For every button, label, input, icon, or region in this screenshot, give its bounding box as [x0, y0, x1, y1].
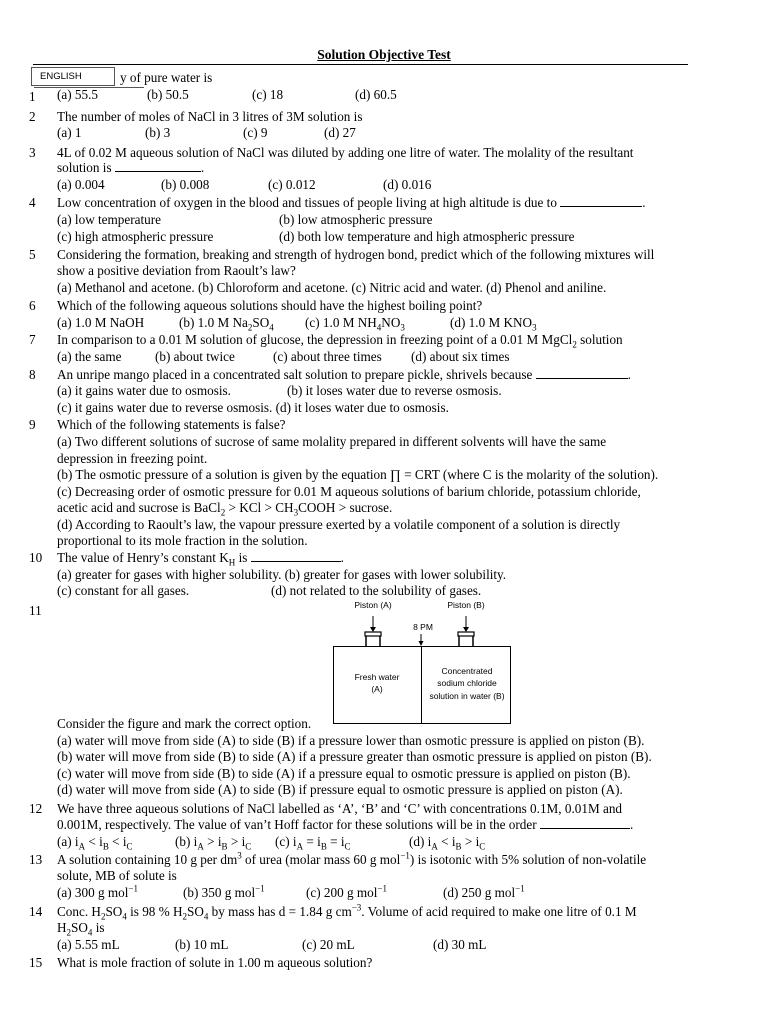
- option-b: (b) The osmotic pressure of a solution is given by the equation ∏ = CRT (where C is the molarity of the solution).: [57, 467, 659, 482]
- question-text: The number of moles of NaCl in 3 litres of 3M solution is: [57, 109, 363, 124]
- option-d: (d) $i_A < i_B > i_C$: [409, 834, 486, 852]
- piston-b-arrowhead: [463, 627, 469, 632]
- question-number: 1: [29, 89, 36, 104]
- option-c: (c) high atmospheric pressure: [57, 229, 214, 244]
- question-text-span: Conc. H: [57, 904, 101, 919]
- question-text-span: SO: [105, 904, 123, 919]
- question-number: 2: [29, 109, 36, 124]
- option-d: (d) 30 mL: [433, 937, 487, 952]
- left-compartment-label: Fresh water: [354, 672, 400, 682]
- question-text: What is mole fraction of solute in 1.00 m aqueous solution?: [57, 955, 373, 970]
- question-number: 14: [29, 904, 43, 919]
- osmosis-figure: [333, 598, 513, 726]
- option-c: (c) 200 g mol$^{-1}$: [306, 883, 387, 900]
- option-b: (b) about twice: [155, 349, 235, 364]
- option-c: (c) constant for all gases.: [57, 583, 190, 598]
- question-text-span: is 98 % H: [126, 904, 183, 919]
- question-number: 3: [29, 145, 36, 160]
- question-text-cont: 0.001M, respectively. The value of van’t Hoff factor for these solutions will be in the order .: [57, 817, 634, 832]
- option-b: (b) 3: [145, 125, 171, 140]
- question-number: 12: [29, 801, 43, 816]
- question-number: 10: [29, 550, 43, 565]
- option-d: (d) not related to the solubility of gases.: [271, 583, 482, 598]
- question-number: 11: [29, 603, 42, 618]
- option-d: (d) 1.0 M $KNO_3$: [450, 315, 537, 333]
- option-c: (c) 18: [252, 87, 284, 102]
- question-number: 13: [29, 852, 43, 867]
- option-a: (a) Two different solutions of sucrose of same molality prepared in different solvents will have the same: [57, 434, 607, 449]
- question-number: 15: [29, 955, 43, 970]
- option-a: (a) 1: [57, 125, 82, 140]
- option-c: (c) Decreasing order of osmotic pressure for 0.01 M aqueous solutions of barium chloride, potassium chloride,: [57, 484, 641, 499]
- question-text-span: solution is: [57, 160, 112, 175]
- option-b: (b) 0.008: [161, 177, 210, 192]
- question-text-cont: solution is .: [57, 160, 205, 175]
- question-text-span: An unripe mango placed in a concentrated salt solution to prepare pickle, shrivels because: [57, 367, 533, 382]
- option-b: (b) 10 mL: [175, 937, 229, 952]
- option-d: (d) 27: [324, 125, 356, 140]
- piston-b-label: Piston (B): [447, 600, 485, 610]
- option-c: (c) about three times: [273, 349, 382, 364]
- question-text-span: Low concentration of oxygen in the blood and tissues of people living at high altitude is due to: [57, 195, 557, 210]
- title-rule: [33, 64, 688, 65]
- option-text: (c) 1.0 M NH: [305, 315, 377, 330]
- question-number: 5: [29, 247, 36, 262]
- option-a: (a) low temperature: [57, 212, 161, 227]
- option-b: (b) 1.0 M $Na_2SO_4$: [179, 315, 274, 333]
- option-d-cont: proportional to its mole fraction in the solution.: [57, 533, 308, 548]
- option-b: (b) 50.5: [147, 87, 189, 102]
- piston-a-label: Piston (A): [354, 600, 392, 610]
- question-number: 7: [29, 332, 36, 347]
- option-c: (c) 0.012: [268, 177, 316, 192]
- option-d: (d) water will move from side (A) to side (B) if pressure equal to osmotic pressure is applied on piston (A).: [57, 782, 623, 797]
- question-text-span: solution: [576, 332, 623, 347]
- option-c: (c) 1.0 M $NH_4NO_3$: [305, 315, 405, 333]
- option-a-cont: depression in freezing point.: [57, 451, 208, 466]
- question-text: y of pure water is: [120, 70, 213, 85]
- question-text: Low concentration of oxygen in the blood and tissues of people living at high altitude is due to .: [57, 195, 646, 210]
- option-a: (a) water will move from side (A) to side (B) if a pressure lower than osmotic pressure is applied on piston (B).: [57, 733, 645, 748]
- option-text: (b) 350 g mol: [183, 885, 256, 900]
- question-text-span: . Volume of acid required to make one litre of 0.1 M: [361, 904, 637, 919]
- question-text-span: 0.001M, respectively. The value of van’t Hoff factor for these solutions will be in the order: [57, 817, 537, 832]
- right-compartment-label: sodium chloride: [437, 678, 497, 688]
- right-compartment-label: solution in water (B): [429, 691, 505, 701]
- option-c: (c) 20 mL: [302, 937, 355, 952]
- question-text-cont: $H_2SO_4$ is: [57, 920, 105, 938]
- option-c: (c) water will move from side (B) to side (A) if a pressure equal to osmotic pressure is applied on piston (B).: [57, 766, 631, 781]
- option-b: (b) low atmospheric pressure: [279, 212, 433, 227]
- option-a: (a) 300 g mol$^{-1}$: [57, 883, 138, 900]
- question-text-span: The value of Henry’s constant K: [57, 550, 229, 565]
- left-compartment-label: (A): [371, 684, 383, 694]
- option-a: (a) 55.5: [57, 87, 99, 102]
- question-text: Conc. $H_2SO_4$ is 98 % $H_2SO_4$ by mass has d = 1.84 g $cm^{-3}$. Volume of acid required to make one litre of 0.1 M: [57, 902, 637, 922]
- option-a: (a) 0.004: [57, 177, 105, 192]
- question-text: 4L of 0.02 M aqueous solution of NaCl was diluted by adding one litre of water. The molality of the resultant: [57, 145, 634, 160]
- question-text-span: H: [57, 920, 67, 935]
- question-text-span: of urea (molar mass 60 g mol: [241, 852, 401, 867]
- question-number: 9: [29, 417, 36, 432]
- option-b: (b) 350 g mol$^{-1}$: [183, 883, 265, 900]
- answer-blank: [560, 194, 642, 207]
- question-text: Which of the following aqueous solutions should have the highest boiling point?: [57, 298, 483, 313]
- answer-blank: [536, 366, 628, 379]
- page-title: Solution Objective Test: [317, 47, 451, 62]
- option-text: > KCl > CH: [225, 500, 294, 515]
- question-text-cont: show a positive deviation from Raoult’s law?: [57, 263, 296, 278]
- question-text-span: In comparison to a 0.01 M solution of glucose, the depression in freezing point of a 0.01 M MgCl: [57, 332, 573, 347]
- right-compartment-label: Concentrated: [441, 666, 493, 676]
- question-text: Considering the formation, breaking and strength of hydrogen bond, predict which of the following mixtures will: [57, 247, 655, 262]
- question-text: An unripe mango placed in a concentrated salt solution to prepare pickle, shrivels because .: [57, 367, 631, 382]
- options-line: (a) greater for gases with higher solubility. (b) greater for gases with lower solubility.: [57, 567, 507, 582]
- option-b: (b) water will move from side (B) to side (A) if a pressure greater than osmotic pressure is applied on piston (B).: [57, 749, 652, 764]
- option-a: (a) 5.55 mL: [57, 937, 120, 952]
- piston-a-arrowhead: [370, 627, 376, 632]
- option-a: (a) the same: [57, 349, 122, 364]
- option-a: (a) it gains water due to osmosis.: [57, 383, 231, 398]
- option-b: (b) it loses water due to reverse osmosis.: [287, 383, 502, 398]
- answer-blank: [540, 816, 630, 829]
- option-text: (c) 200 g mol: [306, 885, 378, 900]
- option-d: (d) 0.016: [383, 177, 432, 192]
- question-text: We have three aqueous solutions of NaCl labelled as ‘A’, ‘B’ and ‘C’ with concentrations 0.1M, 0.01M and: [57, 801, 623, 816]
- option-text: (d) 1.0 M KNO: [450, 315, 533, 330]
- question-number: 6: [29, 298, 36, 313]
- question-text: Which of the following statements is false?: [57, 417, 286, 432]
- option-d: (d) 250 g mol$^{-1}$: [443, 883, 525, 900]
- semipermeable-membrane: [421, 646, 422, 724]
- option-text: (b) 1.0 M Na: [179, 315, 248, 330]
- question-text: Consider the figure and mark the correct option.: [57, 716, 312, 731]
- option-a: (a) 1.0 M NaOH: [57, 315, 145, 330]
- answer-blank: [251, 549, 341, 562]
- option-c-cont: acetic acid and sucrose is BaCl$_2$ > KCl > $CH_3COOH$ > sucrose.: [57, 500, 393, 518]
- option-a: (a) $i_A < i_B < i_C$: [57, 834, 133, 852]
- question-text: In comparison to a 0.01 M solution of glucose, the depression in freezing point of a 0.01 M MgCl$_2$ solution: [57, 332, 623, 350]
- question-number: 8: [29, 367, 36, 382]
- option-text: acetic acid and sucrose is BaCl: [57, 500, 221, 515]
- options-line: (a) Methanol and acetone. (b) Chloroform and acetone. (c) Nitric acid and water. (d) Phenol and aniline.: [57, 280, 607, 295]
- question-text-span: A solution containing 10 g per dm: [57, 852, 238, 867]
- language-selector[interactable]: ENGLISH: [31, 67, 115, 86]
- option-b: (b) $i_A > i_B > i_C$: [175, 834, 252, 852]
- answer-blank: [115, 159, 201, 172]
- question-text-span: ) is isotonic with 5% solution of non-volatile: [409, 852, 647, 867]
- option-text: (a) 300 g mol: [57, 885, 129, 900]
- subscript: H: [228, 557, 236, 568]
- option-text: COOH > sucrose.: [298, 500, 393, 515]
- piston-b: [458, 632, 474, 636]
- question-text-span: by mass has d = 1.84 g cm: [208, 904, 352, 919]
- option-d: (d) According to Raoult’s law, the vapour pressure exerted by a volatile component of a solution is directly: [57, 517, 621, 532]
- option-d: (d) both low temperature and high atmospheric pressure: [279, 229, 575, 244]
- options-line: (c) it gains water due to reverse osmosis. (d) it loses water due to osmosis.: [57, 400, 449, 415]
- option-text: (d) 250 g mol: [443, 885, 516, 900]
- option-c: (c) $i_A = i_B = i_C$: [275, 834, 351, 852]
- membrane-label: 8 PM: [413, 622, 433, 632]
- question-text: A solution containing 10 g per $dm^3$ of urea (molar mass 60 g mol$^{-1}$) is isotonic with 5% solution of non-volatile: [57, 850, 647, 867]
- option-c: (c) 9: [243, 125, 268, 140]
- question-text-cont: solute, MB of solute is: [57, 868, 177, 883]
- question-text-span: is: [235, 550, 248, 565]
- option-d: (d) about six times: [411, 349, 510, 364]
- question-number: 4: [29, 195, 36, 210]
- piston-a: [365, 632, 381, 636]
- question-text: The value of Henry’s constant $K_H$ is .: [57, 550, 344, 568]
- question-text-span: is: [92, 920, 105, 935]
- option-d: (d) 60.5: [355, 87, 397, 102]
